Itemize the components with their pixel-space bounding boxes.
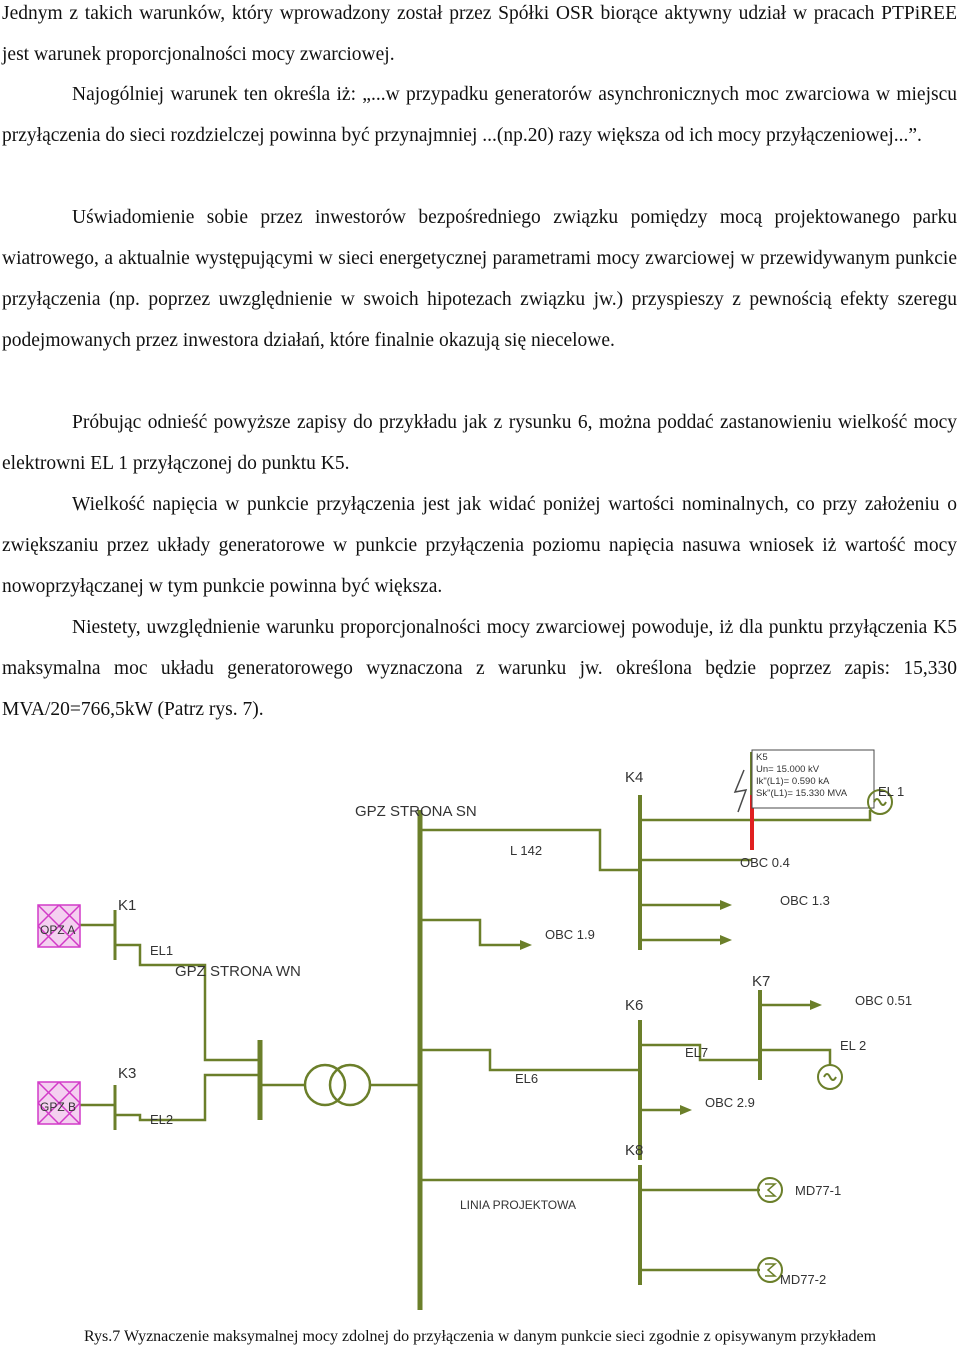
- line-obc19: [420, 920, 520, 945]
- label-md2: MD77-2: [780, 1272, 827, 1287]
- label-obc29: OBC 2.9: [705, 1095, 755, 1110]
- label-gpz-wn: GPZ STRONA WN: [175, 963, 301, 980]
- label-md1: MD77-1: [795, 1183, 842, 1198]
- label-gpz-sn: GPZ STRONA SN: [355, 803, 477, 820]
- label-el7: EL7: [685, 1045, 709, 1060]
- label-opz-a: OPZ A: [40, 923, 76, 937]
- paragraph-4: Próbując odnieść powyższe zapisy do przykładu jak z rysunku 6, można poddać zastanowieniu wielkość mocy elektrowni EL 1 przyłączonej do punktu K5.: [2, 412, 957, 474]
- md77-2-icon: [758, 1258, 782, 1282]
- paragraph-3: Uświadomienie sobie przez inwestorów bezpośredniego związku pomiędzy mocą projektowanego parku wiatrowego, a aktualnie występującymi w sieci energetycznej parametrami mocy zwarciowej w przewidywanym punkcie przyłączenia (np. poprzez uwzględnienie w swoich hipotezach związku jw.) przyspieszy z pewnością efekty szeregu podejmowanych przez inwestora działań, które finalnie okazują się niecelowe.: [2, 207, 957, 351]
- paragraph-5: Wielkość napięcia w punkcie przyłączenia jest jak widać poniżej wartości nominalnych, co przy założeniu o zwiększaniu przez układy generatorowe w punkcie przyłączenia poziomu napięcia nasuwa wniosek iż wartość mocy nowoprzyłączanej w tym punkcie powinna być większa.: [2, 494, 957, 597]
- fault-lightning-icon: [735, 770, 746, 812]
- paragraph-2: Najogólniej warunek ten określa iż: „...w przypadku generatorów asynchronicznych moc zwarciowa w miejscu przyłączenia do sieci rozdzielczej powinna być przynajmniej ...(np.20) razy większa od ich mocy przyłączeniowej...”.: [2, 84, 957, 146]
- k5-box-ik: Ik"(L1)= 0.590 kA: [756, 776, 830, 787]
- k5-box-sk: Sk"(L1)= 15.330 MVA: [756, 788, 848, 799]
- label-el2-right: EL 2: [840, 1038, 867, 1053]
- label-k1: K1: [118, 897, 137, 914]
- label-obc19: OBC 1.9: [545, 927, 595, 942]
- line-el2: [115, 1075, 260, 1120]
- paragraph-1: Jednym z takich warunków, który wprowadzony został przez Spółki OSR biorące aktywny udział w pracach PTPiREE jest warunek proporcjonalności mocy zwarciowej.: [2, 3, 957, 65]
- paragraph-6: Niestety, uwzględnienie warunku proporcjonalności mocy zwarciowej powoduje, iż dla punktu przyłączenia K5 maksymalna moc układu generatorowego wyznaczona z warunku jw. określona będzie poprzez zapis: 15,330 MVA/20=766,5kW (Patrz rys. 7).: [2, 617, 957, 720]
- transformer-primary-icon: [305, 1065, 345, 1105]
- label-l142: L 142: [510, 843, 543, 858]
- figure-caption: Rys.7 Wyznaczenie maksymalnej mocy zdolnej do przyłączenia w danym punkcie sieci zgodnie z opisywanym przykładem: [83, 1328, 877, 1345]
- label-el1-left: EL1: [150, 943, 174, 958]
- k5-box-name: K5: [756, 752, 768, 763]
- label-el6: EL6: [515, 1071, 539, 1086]
- md77-1-icon: [758, 1178, 782, 1202]
- line-k5-el1: [752, 810, 870, 820]
- line-el2-right: [760, 1050, 830, 1065]
- label-obc051: OBC 0.51: [855, 993, 913, 1008]
- label-gpz-b: GPZ B: [40, 1100, 77, 1114]
- label-linia: LINIA PROJEKTOWA: [460, 1198, 577, 1212]
- label-k3: K3: [118, 1065, 137, 1082]
- label-obc13: OBC 1.3: [780, 893, 830, 908]
- label-k7: K7: [752, 973, 771, 990]
- line-el6: [420, 1050, 640, 1070]
- label-k4: K4: [625, 769, 644, 786]
- transformer-secondary-icon: [330, 1065, 370, 1105]
- network-diagram: [0, 740, 960, 1320]
- label-el2-left: EL2: [150, 1112, 174, 1127]
- label-obc04: OBC 0.4: [740, 855, 790, 870]
- label-k8: K8: [625, 1142, 644, 1159]
- k5-box-un: Un= 15.000 kV: [756, 764, 820, 775]
- label-k6: K6: [625, 997, 644, 1014]
- label-el1-right: EL 1: [878, 784, 905, 799]
